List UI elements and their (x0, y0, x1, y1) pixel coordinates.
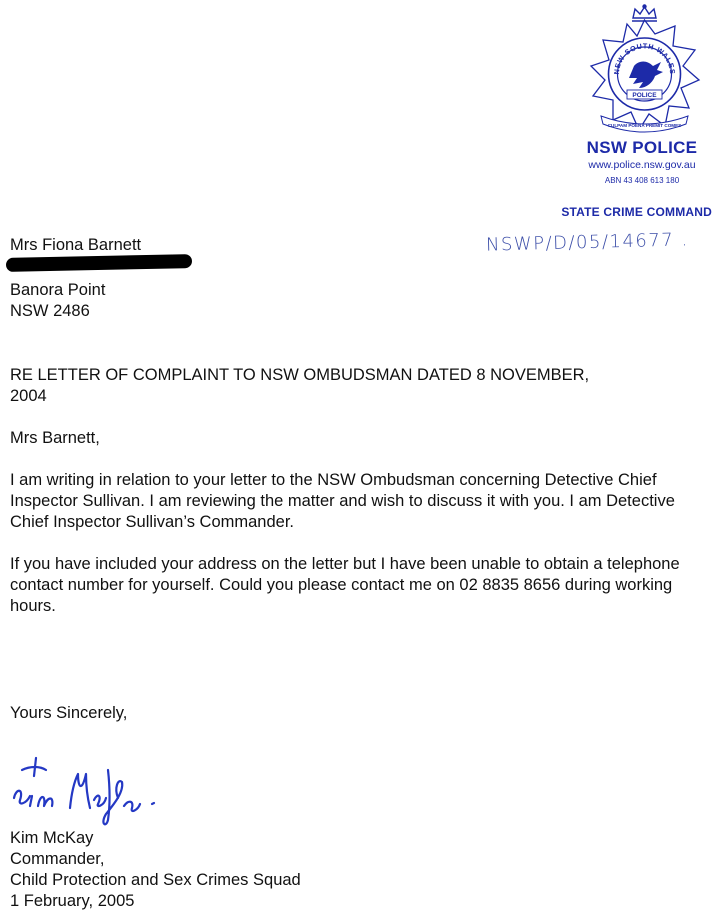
recipient-state-postcode: NSW 2486 (10, 302, 90, 320)
command-name: STATE CRIME COMMAND (561, 205, 712, 219)
handwritten-signature (6, 748, 166, 830)
recipient-suburb: Banora Point (10, 281, 106, 299)
crest-ribbon-motto: CULPAM POENA PREMIT COMES (607, 123, 682, 128)
org-name: NSW POLICE (586, 138, 698, 157)
crest-arc-text: NEW SOUTH WALES (611, 41, 678, 75)
crest-banner-text: POLICE (632, 92, 657, 99)
redaction-bar (6, 254, 192, 272)
nsw-police-crest-logo (577, 4, 712, 140)
signer-name: Kim McKay (10, 829, 94, 847)
signer-title: Commander, (10, 850, 105, 868)
salutation: Mrs Barnett, (10, 429, 100, 447)
recipient-name: Mrs Fiona Barnett (10, 236, 142, 254)
subject-line: RE LETTER OF COMPLAINT TO NSW OMBUDSMAN DATED 8 NOVEMBER, 2004 (10, 366, 590, 405)
body-paragraph: I am writing in relation to your letter to the NSW Ombudsman concerning Detective Chief Inspector Sullivan. I am reviewing the matter and wish to discuss it with you. I am Detective Chief Inspector Sullivan’s Commander. (10, 471, 675, 531)
org-abn: ABN 43 408 613 180 (604, 176, 680, 185)
signer-squad: Child Protection and Sex Crimes Squad (10, 871, 301, 889)
body-paragraph: If you have included your address on the letter but I have been unable to obtain a telephone contact number for yourself. Could you please contact me on 02 8835 8656 during working hours. (10, 555, 680, 615)
handwritten-reference-number: NSWP/D/05/14677 . (485, 229, 689, 256)
crown-icon (632, 5, 657, 21)
org-website: www.police.nsw.gov.au (588, 159, 696, 171)
letter-date: 1 February, 2005 (10, 892, 135, 910)
closing: Yours Sincerely, (10, 704, 128, 722)
